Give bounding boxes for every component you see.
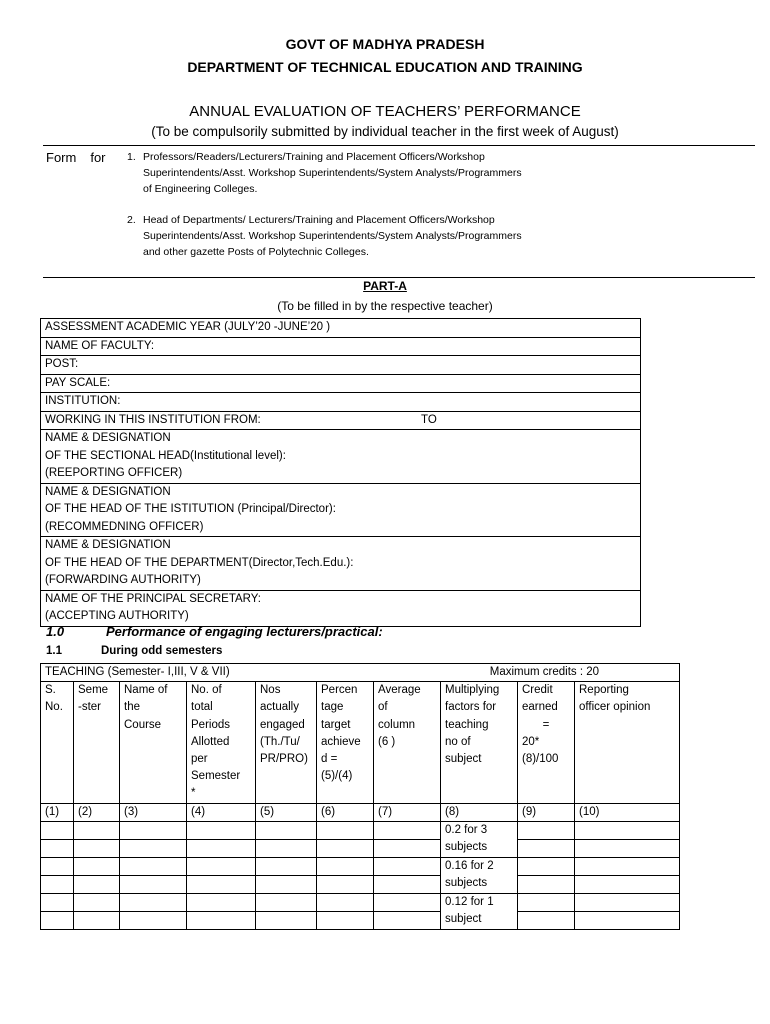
header-line: PR/PRO) xyxy=(260,753,308,766)
column-header xyxy=(187,682,256,803)
column-number: (7) xyxy=(374,803,441,821)
empty-entry-cell[interactable] xyxy=(518,893,575,911)
table-row xyxy=(41,875,680,893)
column-number: (5) xyxy=(256,803,317,821)
item-number: 2. xyxy=(127,214,136,226)
header-line: S. xyxy=(45,684,56,697)
header-line: achieve xyxy=(321,735,361,748)
column-number: (9) xyxy=(518,803,575,821)
form-for-label xyxy=(46,150,106,165)
header-line: Periods xyxy=(191,718,230,731)
form-label: Form xyxy=(46,150,77,165)
header-line: no of xyxy=(445,735,471,748)
header-line: Allotted xyxy=(191,735,230,748)
forwarding-authority-field[interactable] xyxy=(41,537,641,591)
working-to-label: TO xyxy=(421,413,437,426)
field-line: OF THE SECTIONAL HEAD(Institutional level): xyxy=(45,449,286,462)
empty-entry-cell[interactable] xyxy=(575,911,680,929)
header-line: 20* xyxy=(522,735,540,748)
empty-entry-cell[interactable] xyxy=(41,893,74,911)
empty-entry-cell[interactable] xyxy=(518,911,575,929)
table-row xyxy=(41,911,680,929)
header-line: tage xyxy=(321,701,344,714)
field-line: (ACCEPTING AUTHORITY) xyxy=(45,610,189,622)
column-header xyxy=(575,682,680,803)
empty-entry-cell[interactable] xyxy=(41,911,74,929)
item-text: Head of Departments/ Lecturers/Training and Placement Officers/Workshop Superintendents/Asst. Workshop Superintendents/System Analysts/Programmers and other gazette Posts of Polytechnic Colleges. xyxy=(143,214,522,258)
empty-entry-cell[interactable] xyxy=(374,911,441,929)
empty-entry-cell[interactable] xyxy=(41,821,74,839)
header-line: Percen xyxy=(321,684,358,697)
factor-cell: subject xyxy=(441,911,518,929)
empty-entry-cell[interactable] xyxy=(256,839,317,857)
column-header xyxy=(441,682,518,803)
empty-entry-cell[interactable] xyxy=(120,821,187,839)
empty-entry-cell[interactable] xyxy=(575,857,680,875)
field-line: NAME & DESIGNATION xyxy=(45,485,171,498)
column-number: (6) xyxy=(317,803,374,821)
empty-entry-cell[interactable] xyxy=(575,821,680,839)
header-line: Seme xyxy=(78,684,109,697)
item-number: 1. xyxy=(127,151,136,163)
header-line: per xyxy=(191,753,208,766)
header-line: Reporting xyxy=(579,684,629,697)
column-number: (1) xyxy=(41,803,74,821)
empty-entry-cell[interactable] xyxy=(120,911,187,929)
max-credits: Maximum credits : 20 xyxy=(489,666,600,678)
field-line: NAME OF THE PRINCIPAL SECRETARY: xyxy=(45,592,261,605)
column-header xyxy=(317,682,374,803)
empty-entry-cell[interactable] xyxy=(374,875,441,893)
teaching-credits-table xyxy=(40,663,680,930)
empty-entry-cell[interactable] xyxy=(74,857,120,875)
header-line: (8)/100 xyxy=(522,753,559,766)
empty-entry-cell[interactable] xyxy=(575,893,680,911)
empty-entry-cell[interactable] xyxy=(256,893,317,911)
empty-entry-cell[interactable] xyxy=(256,875,317,893)
column-number: (2) xyxy=(74,803,120,821)
empty-entry-cell[interactable] xyxy=(187,839,256,857)
empty-entry-cell[interactable] xyxy=(518,839,575,857)
header-line: No. xyxy=(45,701,63,714)
working-from-label: WORKING IN THIS INSTITUTION FROM: xyxy=(45,413,261,426)
header-line: d = xyxy=(321,753,338,766)
pay-scale-field[interactable]: PAY SCALE: xyxy=(41,374,641,393)
header-line: column xyxy=(378,718,416,731)
empty-entry-cell[interactable] xyxy=(575,839,680,857)
empty-entry-cell[interactable] xyxy=(74,821,120,839)
faculty-name-field[interactable]: NAME OF FACULTY: xyxy=(41,337,641,356)
semester-caption: TEACHING (Semester- I,III, V & VII) xyxy=(45,666,230,678)
empty-entry-cell[interactable] xyxy=(518,875,575,893)
header-line: of xyxy=(378,701,388,714)
empty-entry-cell[interactable] xyxy=(41,839,74,857)
submission-instruction: (To be compulsorily submitted by individual teacher in the first week of August) xyxy=(151,124,619,139)
header-row xyxy=(41,682,680,803)
empty-entry-cell[interactable] xyxy=(74,893,120,911)
table-row xyxy=(41,839,680,857)
govt-title: GOVT OF MADHYA PRADESH xyxy=(285,36,485,52)
field-line: OF THE HEAD OF THE ISTITUTION (Principal/Director): xyxy=(45,503,336,515)
header-line: teaching xyxy=(445,718,489,731)
header-line: No. of xyxy=(191,684,222,697)
column-header xyxy=(41,682,74,803)
empty-entry-cell[interactable] xyxy=(317,839,374,857)
empty-entry-cell[interactable] xyxy=(74,875,120,893)
field-line: NAME & DESIGNATION xyxy=(45,432,171,444)
form-title: ANNUAL EVALUATION OF TEACHERS’ PERFORMANCE xyxy=(189,103,581,120)
header-line: actually xyxy=(260,701,299,714)
for-label: for xyxy=(90,150,106,165)
header-line: Name of xyxy=(124,684,168,697)
empty-entry-cell[interactable] xyxy=(120,857,187,875)
teacher-info-table xyxy=(40,318,641,627)
factor-cell: 0.12 for 1 xyxy=(441,893,518,911)
column-header xyxy=(256,682,317,803)
empty-entry-cell[interactable] xyxy=(374,857,441,875)
empty-entry-cell[interactable] xyxy=(256,857,317,875)
column-number: (10) xyxy=(575,803,680,821)
column-header xyxy=(374,682,441,803)
institution-field[interactable]: INSTITUTION: xyxy=(41,393,641,412)
form-for-divider xyxy=(43,277,755,278)
academic-year-field[interactable]: ASSESSMENT ACADEMIC YEAR (JULY’20 -JUNE’20 ) xyxy=(41,319,641,338)
empty-entry-cell[interactable] xyxy=(187,911,256,929)
empty-entry-cell[interactable] xyxy=(120,875,187,893)
column-header xyxy=(74,682,120,803)
empty-entry-cell[interactable] xyxy=(317,875,374,893)
header-line: (6 ) xyxy=(378,735,396,748)
empty-entry-cell[interactable] xyxy=(518,857,575,875)
header-line: officer opinion xyxy=(579,701,651,714)
column-number: (3) xyxy=(120,803,187,821)
header-line: Multiplying xyxy=(445,684,500,697)
column-number: (4) xyxy=(187,803,256,821)
header-line: total xyxy=(191,701,213,714)
section-1-1-title: During odd semesters xyxy=(101,645,223,657)
empty-entry-cell[interactable] xyxy=(518,821,575,839)
field-line: (REEPORTING OFFICER) xyxy=(45,467,183,479)
factor-cell: 0.2 for 3 xyxy=(441,821,518,839)
header-line: target xyxy=(321,718,351,731)
part-a-subtitle: (To be filled in by the respective teacher) xyxy=(277,299,493,313)
section-1-1-number: 1.1 xyxy=(46,645,62,657)
field-line: NAME & DESIGNATION xyxy=(45,539,171,551)
column-header xyxy=(518,682,575,803)
empty-entry-cell[interactable] xyxy=(317,893,374,911)
field-line: (FORWARDING AUTHORITY) xyxy=(45,574,201,586)
empty-entry-cell[interactable] xyxy=(41,857,74,875)
form-for-item xyxy=(127,150,527,213)
header-line: Average xyxy=(378,684,421,697)
empty-entry-cell[interactable] xyxy=(317,821,374,839)
section-1-0-title: Performance of engaging lecturers/practical: xyxy=(106,624,383,639)
accepting-authority-field[interactable] xyxy=(41,590,641,626)
table-caption xyxy=(41,664,680,682)
empty-entry-cell[interactable] xyxy=(187,821,256,839)
field-line: (RECOMMEDNING OFFICER) xyxy=(45,520,204,533)
item-text: Professors/Readers/Lecturers/Training and Placement Officers/Workshop Superintendents/Asst. Workshop Superintendents/System Analysts/Programmers of Engineering Colleges. xyxy=(143,151,522,195)
factor-cell: subjects xyxy=(441,875,518,893)
header-line: (Th./Tu/ xyxy=(260,735,300,748)
header-line: * xyxy=(191,787,196,800)
section-1-0-number: 1.0 xyxy=(46,624,65,639)
header-line: subject xyxy=(445,753,482,766)
part-a-title: PART-A xyxy=(363,279,407,293)
column-header xyxy=(120,682,187,803)
empty-entry-cell[interactable] xyxy=(256,911,317,929)
header-line: Semester xyxy=(191,770,241,783)
table-row xyxy=(41,821,680,839)
empty-entry-cell[interactable] xyxy=(256,821,317,839)
header-line: Credit xyxy=(522,684,553,697)
department-title: DEPARTMENT OF TECHNICAL EDUCATION AND TRAINING xyxy=(187,59,583,75)
empty-entry-cell[interactable] xyxy=(120,839,187,857)
header-line: -ster xyxy=(78,701,101,714)
header-divider xyxy=(43,145,755,146)
table-row xyxy=(41,893,680,911)
header-line: Nos xyxy=(260,684,281,697)
post-field[interactable]: POST: xyxy=(41,356,641,375)
empty-entry-cell[interactable] xyxy=(317,911,374,929)
header-line: earned xyxy=(522,701,558,714)
empty-entry-cell[interactable] xyxy=(374,839,441,857)
empty-entry-cell[interactable] xyxy=(187,857,256,875)
header-line: engaged xyxy=(260,718,305,731)
empty-entry-cell[interactable] xyxy=(187,875,256,893)
reporting-officer-field[interactable] xyxy=(41,430,641,484)
empty-entry-cell[interactable] xyxy=(74,839,120,857)
header-line: factors for xyxy=(445,701,497,714)
factor-cell: 0.16 for 2 xyxy=(441,857,518,875)
factor-cell: subjects xyxy=(441,839,518,857)
empty-entry-cell[interactable] xyxy=(187,893,256,911)
empty-entry-cell[interactable] xyxy=(374,893,441,911)
table-row xyxy=(41,857,680,875)
empty-entry-cell[interactable] xyxy=(575,875,680,893)
empty-entry-cell[interactable] xyxy=(74,911,120,929)
header-line: = xyxy=(542,718,550,731)
empty-entry-cell[interactable] xyxy=(41,875,74,893)
form-for-item xyxy=(127,213,527,260)
header-line: (5)/(4) xyxy=(321,770,353,783)
form-for-list xyxy=(127,150,527,260)
column-number: (8) xyxy=(441,803,518,821)
empty-entry-cell[interactable] xyxy=(317,857,374,875)
field-line: OF THE HEAD OF THE DEPARTMENT(Director,Tech.Edu.): xyxy=(45,556,354,569)
working-period-field[interactable] xyxy=(41,411,641,430)
header-line: Course xyxy=(124,718,162,731)
header-line: the xyxy=(124,701,140,714)
recommending-officer-field[interactable] xyxy=(41,483,641,537)
empty-entry-cell[interactable] xyxy=(374,821,441,839)
empty-entry-cell[interactable] xyxy=(120,893,187,911)
column-number-row xyxy=(41,803,680,821)
